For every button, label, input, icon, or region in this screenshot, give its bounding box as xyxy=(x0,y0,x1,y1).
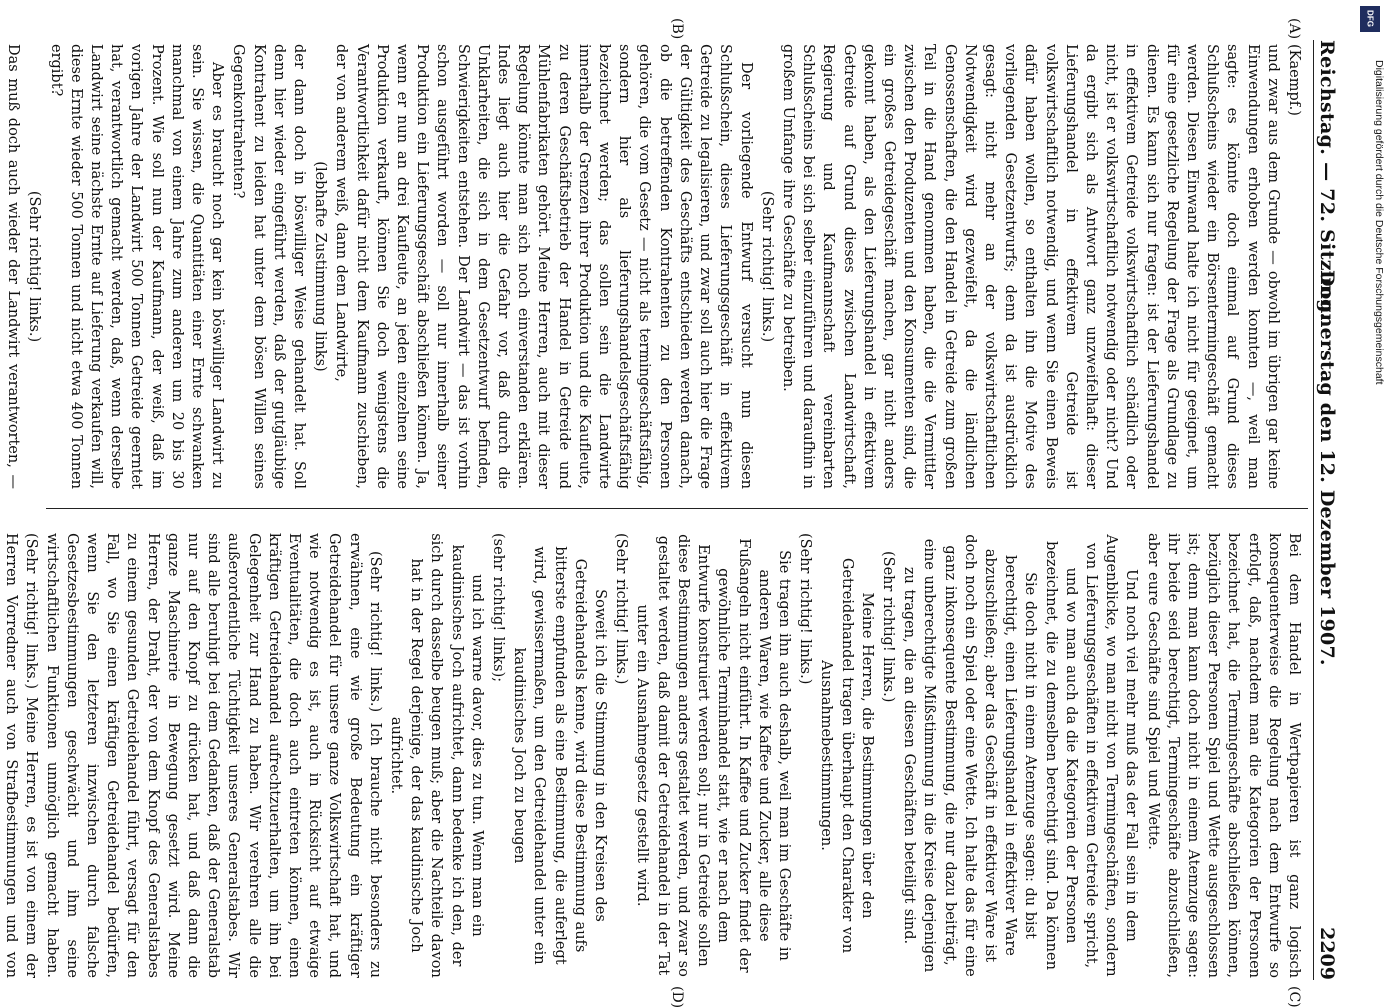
paragraph: Bei dem Handel in Wertpapieren ist ganz logisch konsequenterweise die Regelung nach dem Entwurfe so erfolgt, daß, nachdem man die Kategorien der Personen bezeichnet hat, die Termingeschäfte abschließen können, bezüglich dieser Personen Spiel und Wette ausgeschlossen ist; denn man kann doch nicht in einem Atemzuge sagen: ihr beide seid berechtigt, Termingeschäfte abzuschließen, aber eure Geschäfte sind Spiel und Wette. xyxy=(1144,533,1302,978)
speaker-tag: (Kaempf.) xyxy=(1286,44,1302,116)
paragraph: Der vorliegende Entwurf versucht nun diesen Schlußschein, dieses Lieferungsgeschäft in effektivem Getreide zu legalisieren, und zwar soll auch hier die Frage der Gültigkeit des Geschäfts entschieden werden danach, ob die betreffenden Kontrahenten zu den Personen gehören, die vom Gesetz — nicht als termingeschäftsfähig, sondern hier als lieferungshandelsgeschäftsfähig bezeichnet werden; das sollen sein die Landwirte innerhalb der Grenzen ihrer Produktion und die Kaufleute, zu deren Geschäftsbetrieb der Handel in Getreide und Mühlenfabrikaten gehört. Meine Herren, auch mit dieser Regelung könnte man sich noch einverstanden erklären. Indes liegt auch hier die Gefahr vor, daß durch die Unklarheiten, die sich in dem Gesetzentwurf befinden, Schwierigkeiten entstehen. Der Landwirt — das ist vorhin schon ausgeführt worden — soll nur innerhalb seiner Produktion ein Lieferungsgeschäft abschließen können. Ja, wenn er nun an drei Kaufleute, an jeden einzelnen seine Produktion verkauft, können Sie doch wenigstens die Verantwortlichkeit dafür nicht dem Kaufmann zuschieben, der von anderem weiß, dann dem Landwirte, xyxy=(333,44,754,489)
applause-note: (Sehr richtig! links.) xyxy=(758,190,775,343)
paragraph: (Sehr richtig! links.) xyxy=(797,533,814,685)
paragraph: der dann doch in böswilliger Weise gehandelt hat. Soll denn hier wieder eingeführt werden, daß der gutgläubige Kontrahent zu leiden hat unter dem bösen Willen seines Gegenkontrahenten? xyxy=(230,44,308,489)
paragraph: (Sehr richtig! links.) xyxy=(879,551,896,703)
paragraph: (Sehr richtig! links.) Ich brauche nicht besonders zu erwähnen, eine wie große Bedeutung ein kräftiger Getreidehandel für unsere ganze Volkswirtschaft hat, und wie notwendig es ist, auch in Rücksicht auf etwaige Eventualitäten, die doch auch eintreten können, einen kräftigen Getreidehandel aufrechtzuerhalten, um ihn bei Gelegenheit zur Hand zu haben. Wir verehren alle die außerordentliche Tüchtigkeit unseres Generalstabes. Wir sind alle beruhigt bei dem Gedanken, daß der Generalstab nur auf den Knopf zu drücken hat, und daß dann die ganze Maschinerie in Bewegung gesetzt wird. Meine Herren, der Draht, der von dem Knopf des Generalstabes zu einem gesunden Getreidehandel führt, versagt für den Fall, wo Sie einen kräftigen Getreidehandel bedürfen, wenn Sie den letzteren inzwischen durch falsche Gesetzesbestimmungen geschwächt und ihm seine wirtschaftlichen Funktionen unmöglich gemacht haben. (Sehr richtig! links.) Meine Herren, es ist von einem der Herren Vorredner auch von Strafbestimmungen und von xyxy=(3,533,383,978)
applause-note: Und noch viel mehr muß das der Fall sein in dem Augenblicke, wo man nicht von Termingeschäften, sondern von Lieferungsgeschäften in effektivem Getreide spricht, und wo man auch da die Kategorien der Personen bezeichnet, die zu demselben berechtigt sind. Da können Sie doch nicht in einem Atemzuge sagen: du bist berechtigt, einen Lieferungshandel in effektiver Ware abzuschließen; aber das Geschäft in effektiver Ware ist doch noch ein Spiel oder eine Wette. Ich halte das für eine ganz inkonsequente Bestimmung, die nur dazu beiträgt, eine unberechtigte Mißstimmung in die Kreise derjenigen zu tragen, die an diesen Geschäften beteiligt sind. xyxy=(901,534,1140,977)
page-header xyxy=(1313,40,1340,980)
rotated-page xyxy=(3,18,1340,1008)
applause-note: (lebhafte Zustimmung links) xyxy=(312,161,329,372)
paragraph: (Sehr richtig! links.) xyxy=(613,533,630,685)
paragraph: (sehr richtig! links); xyxy=(490,533,507,683)
margin-marker-d: (D) xyxy=(669,986,685,1008)
margin-marker-c: (C) xyxy=(1286,986,1302,1008)
applause-note: (Sehr richtig! links.) xyxy=(26,190,43,343)
column-left xyxy=(5,44,1304,489)
digitization-credit: Digitalisierung gefördert durch die Deutsche Forschungsgemeinschaft xyxy=(1373,60,1385,385)
header-date: Donnerstag den 12. Dezember 1907. xyxy=(1316,270,1338,666)
margin-marker-b: (B) xyxy=(669,18,685,40)
applause-note: und ich warne davor, dies zu tun. Wenn man ein kaudinisches Joch aufrichtet, dann bedenke ich den, der sich durch dasselbe beugen muß; aber die Nachteile davon hat in der Regel derjenige, der das kaudinische Joch aufrichtet. xyxy=(388,533,485,978)
page-number: 2209 xyxy=(1316,927,1338,980)
column-right xyxy=(3,533,1304,978)
applause-note: Soweit ich die Stimmung in den Kreisen des Getreidehandels kenne, wird diese Bestimmung aufs bitterste empfunden als eine Bestimmung, die auferlegt wird, gewissermaßen, um den Getreidehandel unter ein kaudinisches Joch zu beugen xyxy=(511,546,609,965)
margin-marker-a: (A) xyxy=(1286,18,1302,40)
header-left: Reichstag. — 72. Sitzung. xyxy=(1316,40,1338,320)
column-divider xyxy=(46,508,1308,509)
dfg-logo-icon: DFG xyxy=(1360,6,1380,32)
paragraph: und zwar aus dem Grunde — obwohl im übrigen gar keine Einwendungen erhoben werden konnten —, weil man sagte: es könnte doch einmal auf Grund dieses Schlußscheins wieder ein Börsentermingeschäft gemacht werden. Diesen Einwand halte ich nicht für geeignet, um für eine gesetzliche Regelung der Frage als Grundlage zu dienen. Es kann sich nur fragen: ist der Lieferungshandel in effektivem Getreide volkswirtschaftlich schädlich oder nicht, ist er volkswirtschaftlich notwendig oder nicht? Und da ergibt sich als Antwort ganz unzweifelhaft: dieser Lieferungshandel in effektivem Getreide ist volkswirtschaftlich notwendig, und wenn Sie einen Beweis dafür haben wollen, so enthalten ihn die Motive des vorliegenden Gesetzentwurfs; denn da ist ausdrücklich gesagt: nicht mehr an der volkswirtschaftlichen Notwendigkeit wird gezweifelt, da die ländlichen Genossenschaften, die den Handel in Getreide zum großen Teil in die Hand genommen haben, die die Vermittler zwischen den Produzenten und den Konsumenten sind, die ein großes Getreidegeschäft machen, gar nicht anders gekonnt haben, als den Lieferungshandel in effektivem Getreide auf Grund dieses zwischen Landwirtschaft, Regierung und Kaufmannschaft vereinbarten Schlußscheins bei sich selber einzuführen und daraufhin in großem Umfange ihre Geschäfte zu betreiben. xyxy=(779,44,1281,489)
applause-note: Meine Herren, die Bestimmungen über den Getreidehandel tragen überhaupt den Charakter von Ausnahmebestimmungen. xyxy=(818,557,875,954)
applause-note: Sie tragen ihn auch deshalb, weil man im Geschäfte in anderen Waren, wie Kaffee und Zucker, alle diese Fußangeln nicht einführt. In Kaffee und Zucker findet der gewöhnliche Terminhandel statt, wie er nach dem Entwurfe konstruiert werden soll; nur in Getreide sollen diese Bestimmungen anders gestaltet werden, und zwar so gestaltet werden, daß damit der Getreidehandel in der Tat unter ein Ausnahmegesetz gestellt wird. xyxy=(634,534,792,977)
paragraph: Aber es braucht noch gar kein böswilliger Landwirt zu sein. Sie wissen, die Quantitäten einer Ernte schwanken manchmal von einem Jahre zum anderen um 20 bis 30 Prozent. Wie soll nun der Kaufmann, der weiß, daß im vorigen Jahre der Landwirt 500 Tonnen Getreide geerntet hat, verantwortlich gemacht werden, daß, wenn derselbe Landwirt seine nächste Ernte auf Lieferung verkaufen will, diese Ernte wieder 500 Tonnen und nicht etwa 400 Tonnen ergibt? xyxy=(47,44,226,489)
paragraph: Das muß doch auch wieder der Landwirt verantworten, — xyxy=(5,44,22,489)
